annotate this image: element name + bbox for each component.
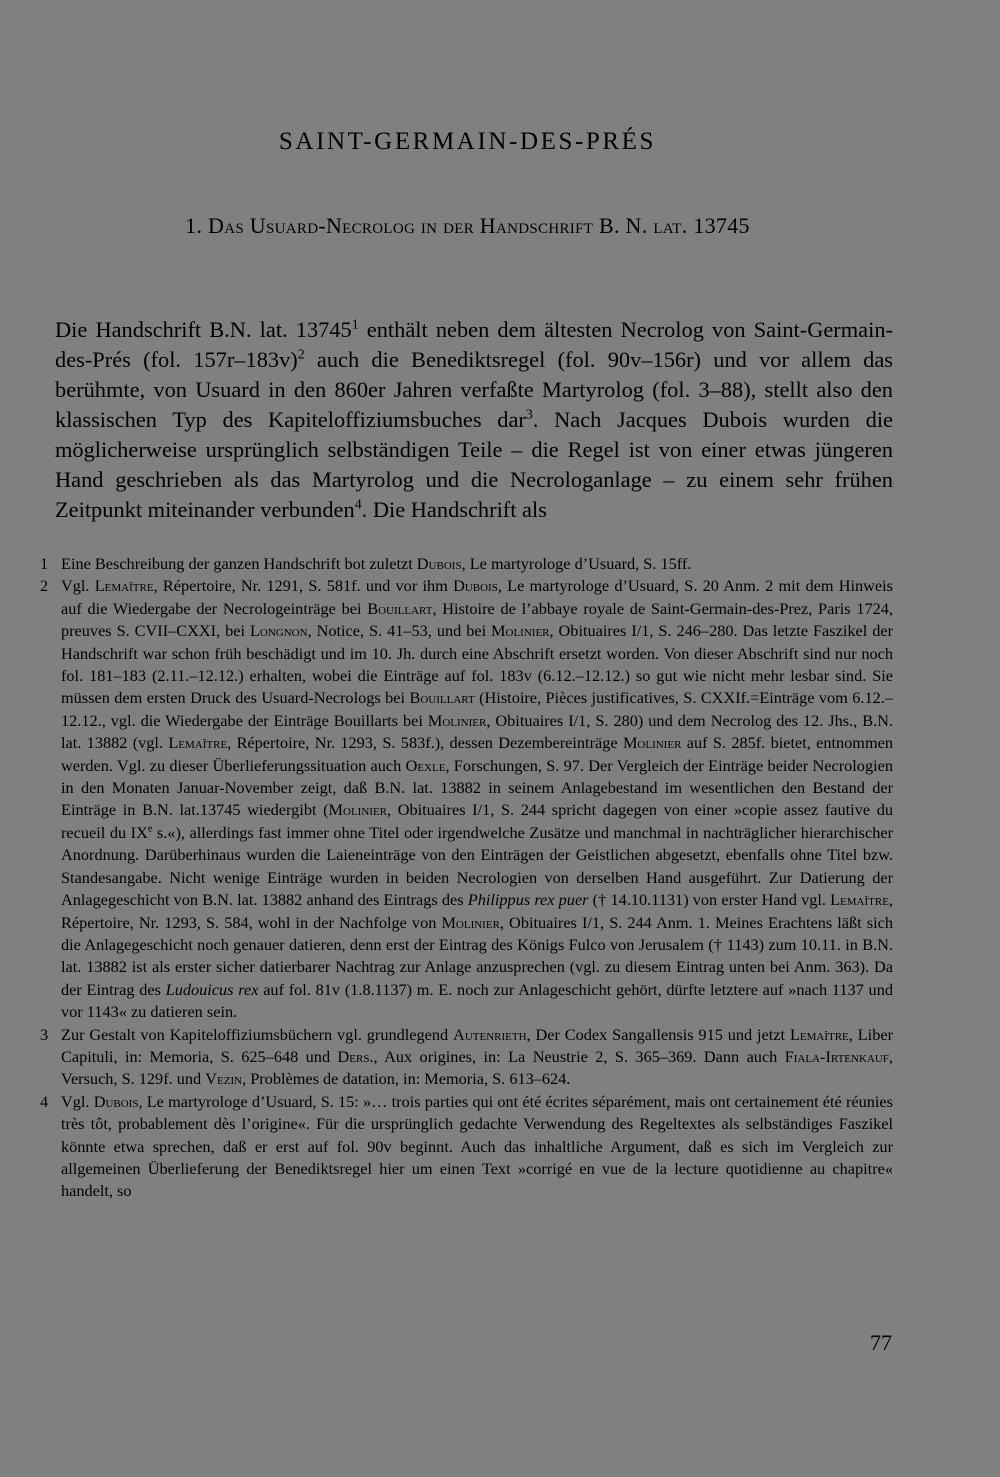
footnote-ref-1[interactable]: 1 (351, 317, 359, 333)
footnote-text: Zur Gestalt von Kapiteloffiziumsbüchern vgl. grundlegend Autenrieth, Der Codex Sangallensis 915 und jetzt Lemaître, Liber Capituli, in: Memoria, S. 625–648 und Ders., Aux origines, in: La Neustrie 2, S. 365–369. Dann auch Fiala-Irtenkauf, Versuch, S. 129f. und Vezin, Problèmes de datation, in: Memoria, S. 613–624. (61, 1024, 893, 1089)
section-heading: 1. Das Usuard-Necrolog in der Handschrift B. N. lat. 13745 (185, 213, 750, 238)
footnote-text: Vgl. Lemaître, Répertoire, Nr. 1291, S. 581f. und vor ihm Dubois, Le martyrologe d’Usuard, S. 20 Anm. 2 mit dem Hinweis auf die Wiedergabe der Necrologeinträge bei Bouillart, Histoire de l’abbaye royale de Saint-Germain-des-Prez, Paris 1724, preuves S. CVII–CXXI, bei Longnon, Notice, S. 41–53, und bei Molinier, Obituaires I/1, S. 246–280. Das letzte Faszikel der Handschrift war schon früh beschädigt und im 10. Jh. durch eine Abschrift ersetzt worden. Von dieser Abschrift sind nur noch fol. 181–183 (2.11.–12.12.) erhalten, wobei die Einträge auf fol. 183v (6.12.–12.12.) so gut wie nicht mehr lesbar sind. Sie müssen dem ersten Druck des Usuard-Necrologs bei Bouillart (Histoire, Pièces justificatives, S. CXXIf.=Einträge vom 6.12.–12.12., vgl. die Wiedergabe der Einträge Bouillarts bei Molinier, Obituaires I/1, S. 280) und dem Necrolog des 12. Jhs., B.N. lat. 13882 (vgl. Lemaître, Répertoire, Nr. 1293, S. 583f.), dessen Dezembereinträge Molinier auf S. 285f. bietet, entnommen werden. Vgl. zu dieser Überlieferungssituation auch Oexle, Forschungen, S. 97. Der Vergleich der Einträge beider Necrologien in den Monaten Januar-November zeigt, daß B.N. lat. 13882 in seinem Anlagebestand im wesentlichen den Bestand der Einträge in B.N. lat.13745 wiedergibt (Molinier, Obituaires I/1, S. 244 spricht dagegen von einer »copie assez fautive du recueil du IXe s.«), allerdings fast immer ohne Titel oder irgendwelche Zusätze und manchmal in nachträglicher hierarchischer Anordnung. Darüberhinaus wurden die Laieneinträge von den Einträgen der Geistlichen abgesetzt, ebenfalls ohne Titel bzw. Standesangabe. Nicht wenige Einträge wurden in beiden Necrologien von derselben Hand ausgeführt. Zur Datierung der Anlagegeschicht von B.N. lat. 13882 anhand des Eintrags des Philippus rex puer († 14.10.1131) von erster Hand vgl. Lemaître, Répertoire, Nr. 1293, S. 584, wohl in der Nachfolge von Molinier, Obituaires I/1, S. 244 Anm. 1. Meines Erachtens läßt sich die Anlagegeschicht noch genauer datieren, denn erst der Eintrag des Königs Fulco von Jerusalem († 1143) zum 10.11. in B.N. lat. 13882 ist als erster sicher datierbarer Nachtrag zur Anlage anzusprechen (vgl. zu diesem Eintrag unten bei Anm. 363). Da der Eintrag des Ludouicus rex auf fol. 81v (1.8.1137) m. E. noch zur Anlageschicht gehört, dürfte letztere auf »nach 1137 und vor 1143« zu datieren sein. (61, 576, 894, 1022)
page-number: 77 (870, 1330, 892, 1355)
body-paragraph: Die Handschrift B.N. lat. 13745$^1$ enthält neben dem ältesten Necrolog von Saint-Germain-des-Prés (fol. 157r–183v)$^2$ auch die Benediktsregel (fol. 90v–156r) und vor allem das berühmte, von Usuard in den 860er Jahren verfaßte Martyrolog (fol. 3–88), stellt also den klassischen Typ des Kapiteloffiziumsbuches dar$^3$. Nach Jacques Dubois wurden die möglicherweise ursprünglich selbständigen Teile – die Regel ist von einer etwas jüngeren Hand geschrieben als das Martyrolog und die Necrologanlage – zu einem sehr frühen Zeitpunkt miteinander verbunden$^4$. Die Handschrift als (55, 317, 893, 522)
body-text (55, 315, 893, 525)
footnote-ref-4[interactable]: 4 (354, 497, 362, 513)
footnote-text: Vgl. Dubois, Le martyrologe d’Usuard, S. 15: »… trois parties qui ont été écrites séparément, mais ont certainement été réunies très tôt, probablement dès l’origine«. Für die ursprünglich gedachte Verwendung des Regeltextes als selbständiges Faszikel könnte etwa sprechen, daß er erst auf fol. 90v beginnt. Auch das inhaltliche Argument, daß es sich im Vergleich zur allgemeinen Überlieferung der Benediktsregel hier um einen Text »corrigé en vue de la lecture quotidienne au chapitre« handelt, so (61, 1091, 893, 1201)
footnote-number: 1 (40, 554, 49, 573)
footnote-ref-3[interactable]: 3 (525, 407, 533, 423)
footnote-3 (40, 1024, 893, 1091)
running-title: SAINT-GERMAIN-DES-PRÉS (278, 128, 657, 155)
footnotes (40, 553, 893, 1203)
footnote-number: 2 (40, 576, 49, 596)
footnote-2 (40, 575, 893, 1023)
footnote-text: Eine Beschreibung der ganzen Handschrift bot zuletzt Dubois, Le martyrologe d’Usuard, S. 15ff. (61, 554, 692, 573)
footnote-4 (40, 1091, 893, 1203)
footnote-ref-2[interactable]: 2 (297, 347, 305, 363)
footnote-number: 4 (40, 1091, 49, 1111)
footnote-1 (40, 553, 893, 575)
footnote-number: 3 (40, 1024, 49, 1044)
